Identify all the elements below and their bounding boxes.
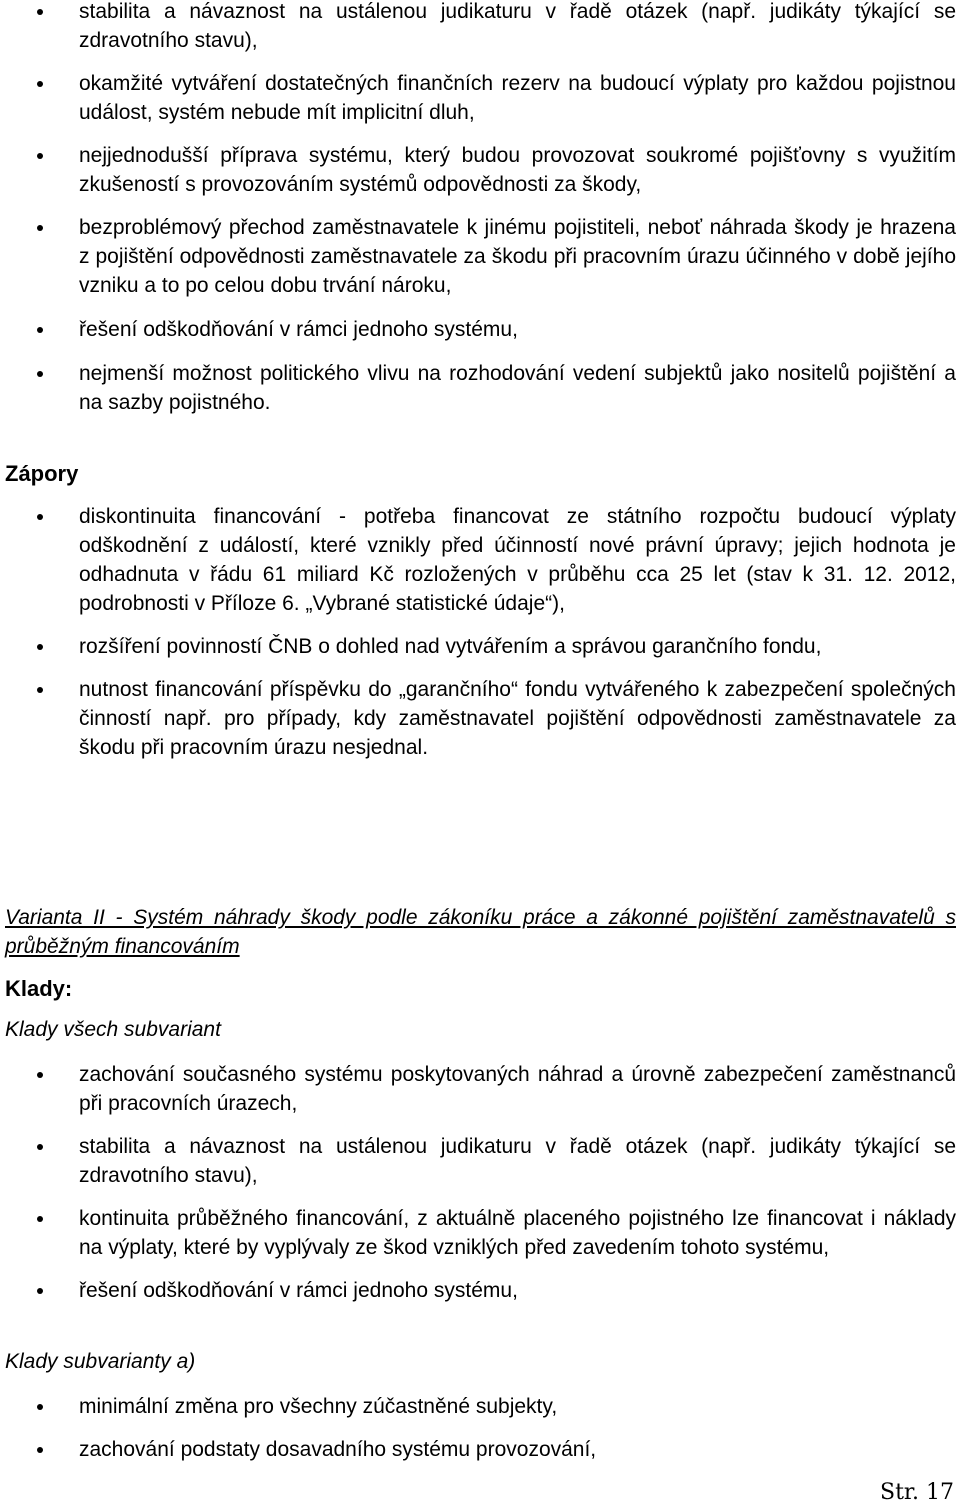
bullet-icon [37,225,43,231]
bullet-icon [37,1447,43,1453]
all-subvariants-heading: Klady všech subvariant [5,1018,221,1041]
bullet-icon [37,644,43,650]
variant-title: Varianta II - Systém náhrady škody podle zákoníku práce a zákonné pojištění zaměstnavatelů s průběžným financováním [5,906,956,958]
bullet-icon [37,1072,43,1078]
bullet-icon [37,1144,43,1150]
list-item: zachování současného systému poskytovaných náhrad a úrovně zabezpečení zaměstnanců při pracovních úrazech, [0,1060,960,1118]
list-item: stabilita a návaznost na ustálenou judikaturu v řadě otázek (např. judikáty týkající se zdravotního stavu), [0,0,960,55]
bullet-icon [37,1404,43,1410]
list-item: nejmenší možnost politického vlivu na rozhodování vedení subjektů jako nositelů pojištění a na sazby pojistného. [0,359,960,417]
list-item: diskontinuita financování - potřeba financovat ze státního rozpočtu budoucí výplaty odškodnění z událostí, které vznikly před účinností nové právní úpravy; jejich hodnota je odhadnuta v řádu 61 miliard Kč rozložených v průběhu cca 25 let (stav k 31. 12. 2012, podrobnosti v Příloze 6. „Vybrané statistické údaje“), [0,502,960,618]
cons-heading: Zápory [5,461,79,486]
pros-list-variant-1 [0,0,960,417]
list-item: okamžité vytváření dostatečných finančních rezerv na budoucí výplaty pro každou pojistnou událost, systém nebude mít implicitní dluh, [0,69,960,127]
bullet-icon [37,371,43,377]
list-item: minimální změna pro všechny zúčastněné subjekty, [0,1392,960,1421]
bullet-icon [37,153,43,159]
list-item: nejjednodušší příprava systému, který budou provozovat soukromé pojišťovny s využitím zkušeností s provozováním systémů odpovědnosti za škody, [0,141,960,199]
pros-heading: Klady: [5,976,73,1001]
page-number: Str. 17 [880,1480,954,1505]
bullet-icon [37,687,43,693]
list-item: bezproblémový přechod zaměstnavatele k jinému pojistiteli, neboť náhrada škody je hrazena z pojištění odpovědnosti zaměstnavatele za škodu při pracovním úrazu účinného v době jejího vzniku a to po celou dobu trvání nároku, [0,213,960,300]
bullet-icon [37,1288,43,1294]
bullet-icon [37,327,43,333]
subvariant-a-heading: Klady subvarianty a) [5,1350,196,1373]
pros-list-all-subvariants [0,1060,960,1305]
cons-list [0,502,960,762]
list-item: kontinuita průběžného financování, z aktuálně placeného pojistného lze financovat i náklady na výplaty, které by vyplývaly ze škod vzniklých před zavedením tohoto systému, [0,1204,960,1262]
list-item: řešení odškodňování v rámci jednoho systému, [0,315,960,344]
list-item: rozšíření povinností ČNB o dohled nad vytvářením a správou garančního fondu, [0,632,960,661]
list-item: řešení odškodňování v rámci jednoho systému, [0,1276,960,1305]
bullet-icon [37,514,43,520]
bullet-icon [37,1216,43,1222]
bullet-icon [37,81,43,87]
list-item: stabilita a návaznost na ustálenou judikaturu v řadě otázek (např. judikáty týkající se zdravotního stavu), [0,1132,960,1190]
bullet-icon [37,9,43,15]
pros-list-subvariant-a [0,1392,960,1464]
list-item: nutnost financování příspěvku do „garančního“ fondu vytvářeného k zabezpečení společných činností např. pro případy, kdy zaměstnavatel pojištění odpovědnosti zaměstnavatele za škodu při pracovním úrazu nesjednal. [0,675,960,762]
list-item: zachování podstaty dosavadního systému provozování, [0,1435,960,1464]
